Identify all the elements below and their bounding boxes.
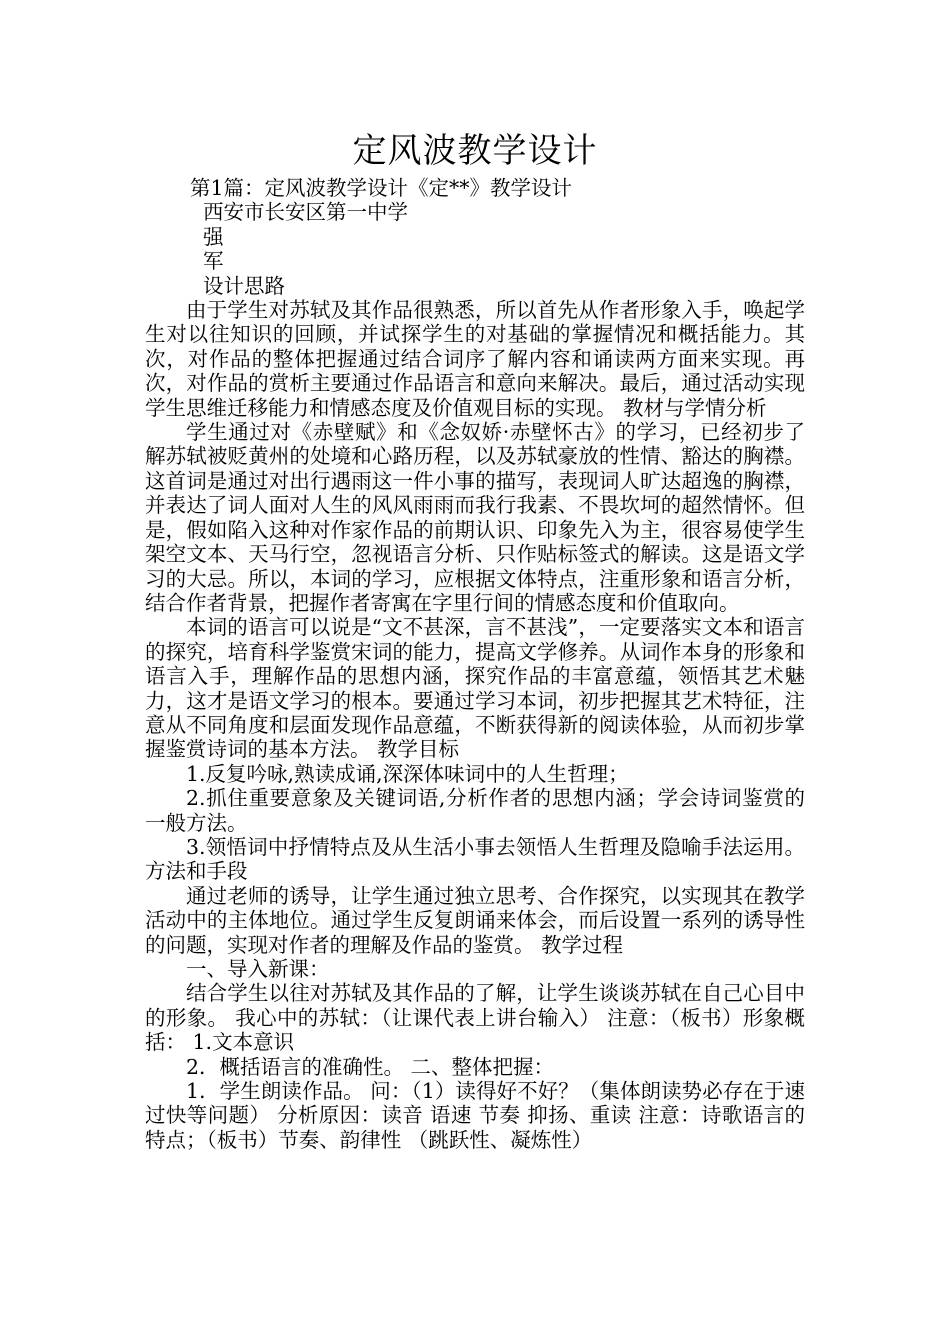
school-name: 西安市长安区第一中学 (203, 200, 408, 225)
goal-item: 3.领悟词中抒情特点及从生活小事去领悟人生哲理及隐喻手法运用。 方法和手段 (145, 834, 805, 884)
paragraph: 学生通过对《赤壁赋》和《念奴娇·赤壁怀古》的学习，已经初步了解苏轼被贬黄州的处境和心路历程，以及苏轼豪放的性情、豁达的胸襟。这首词是通过对出行遇雨这一件小事的描写，表现词人旷达超逸的胸襟，并表达了词人面对人生的风风雨雨而我行我素、不畏坎坷的超然情怀。但是，假如陷入这种对作家作品的前期认识、印象先入为主，很容易使学生架空文本、天马行空，忽视语言分析、只作贴标签式的解读。这是语文学习的大忌。所以，本词的学习，应根据文体特点，注重形象和语言分析，结合作者背景，把握作者寄寓在字里行间的情感态度和价值取向。 (145, 420, 805, 615)
document-title: 定风波教学设计 (352, 131, 598, 171)
paragraph: 结合学生以往对苏轼及其作品的了解，让学生谈谈苏轼在自己心目中的形象。 我心中的苏轼：（让课代表上讲台输入） 注意：（板书）形象概括： 1.文本意识 (145, 981, 805, 1055)
author-given-name: 强 (203, 224, 224, 249)
section-heading-design: 设计思路 (203, 273, 285, 298)
paragraph: 通过老师的诱导，让学生通过独立思考、合作探究，以实现其在教学活动中的主体地位。通过学生反复朗诵来体会，而后设置一系列的诱导性的问题，实现对作者的理解及作品的鉴赏。 教学过程 (145, 883, 805, 957)
paragraph: 1．学生朗读作品。 问：（1）读得好不好？（集体朗读势必存在于速过快等问题） 分析原因：读音 语速 节奏 抑扬、重读 注意：诗歌语言的特点；（板书）节奏、韵律性 （跳跃性、凝炼性） (145, 1079, 805, 1152)
paragraph: 本词的语言可以说是“文不甚深，言不甚浅”，一定要落实文本和语言的探究，培育科学鉴赏宋词的能力，提高文学修养。从词作本身的形象和语言入手，理解作品的思想内涵，探究作品的丰富意蕴，领悟其艺术魅力，这才是语文学习的根本。要通过学习本词，初步把握其艺术特征，注意从不同角度和层面发现作品意蕴，不断获得新的阅读体验，从而初步掌握鉴赏诗词的基本方法。 教学目标 (145, 615, 805, 762)
section-heading: 一、导入新课： (186, 957, 330, 981)
paragraph: 由于学生对苏轼及其作品很熟悉，所以首先从作者形象入手，唤起学生对以往知识的回顾，并试探学生的对基础的掌握情况和概括能力。其次，对作品的整体把握通过结合词序了解内容和诵读两方面来实现。再次，对作品的赏析主要通过作品语言和意向来解决。最后，通过活动实现学生思维迁移能力和情感态度及价值观目标的实现。 教材与学情分析 (145, 298, 805, 420)
paragraph: 2．概括语言的准确性。 二、整体把握： (186, 1054, 555, 1079)
document-page (145, 128, 805, 1152)
header-line: 第1篇：定风波教学设计《定**》教学设计 (190, 176, 573, 200)
goal-item: 2.抓住重要意象及关键词语,分析作者的思想内涵；学会诗词鉴赏的一般方法。 (145, 786, 805, 835)
goal-item: 1.反复吟咏,熟读成诵,深深体味词中的人生哲理； (186, 761, 629, 786)
author-surname: 军 (203, 249, 224, 274)
